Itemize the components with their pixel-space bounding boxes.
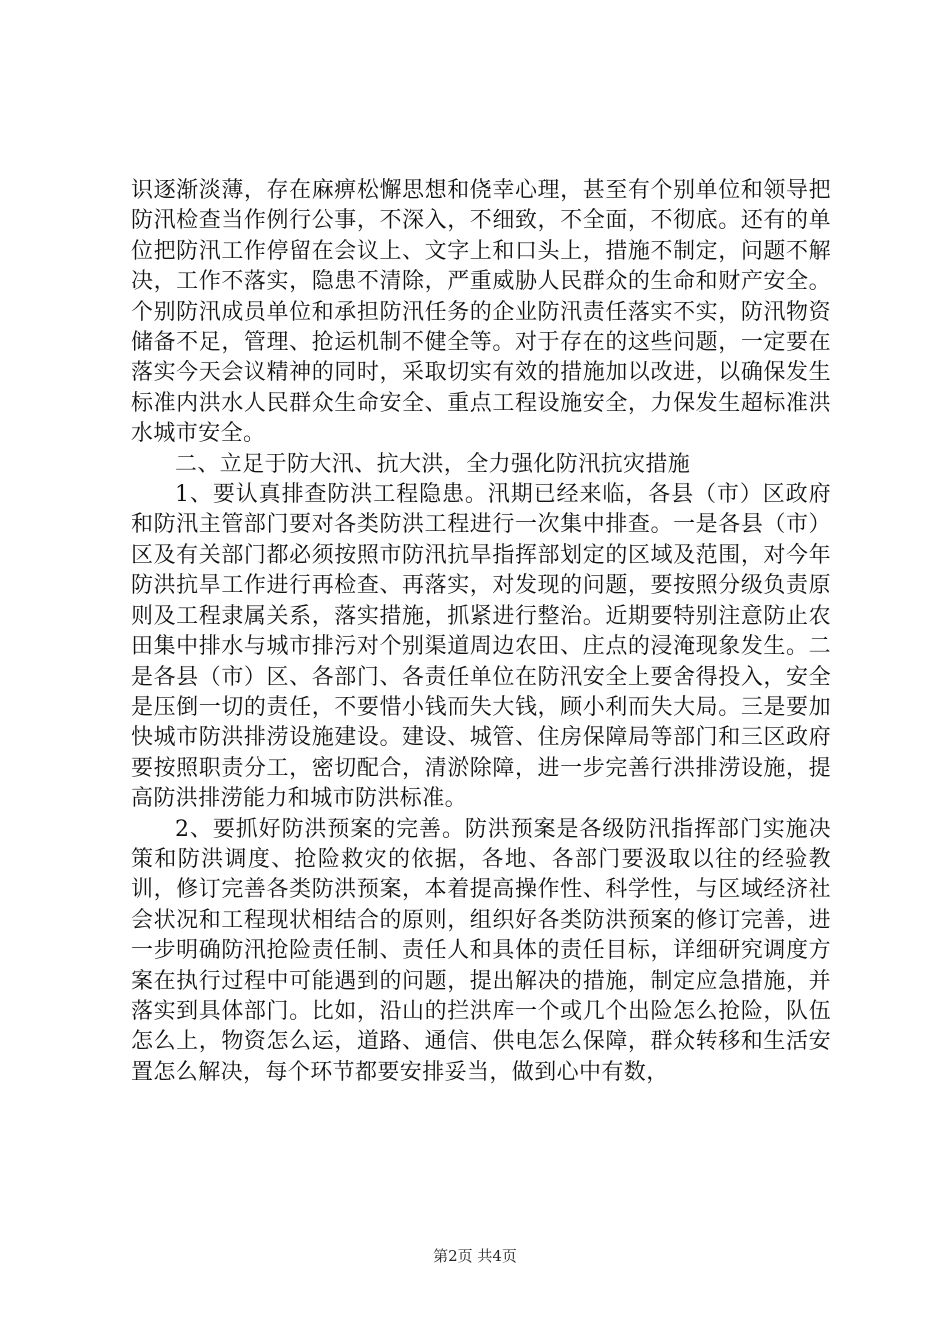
page-indicator: 第2页 共4页 <box>433 1247 517 1265</box>
paragraph-continued: 识逐渐淡薄，存在麻痹松懈思想和侥幸心理，甚至有个别单位和领导把防汛检查当作例行公事，不深入，不细致，不全面，不彻底。还有的单位把防汛工作停留在会议上、文字上和口头上，措施不制定，问题不解决，工作不落实，隐患不清除，严重威胁人民群众的生命和财产安全。个别防汛成员单位和承担防汛任务的企业防汛责任落实不实，防汛物资储备不足，管理、抢运机制不健全等。对于存在的这些问题，一定要在落实今天会议精神的同时，采取切实有效的措施加以改进，以确保发生标准内洪水人民群众生命安全、重点工程设施安全，力保发生超标准洪水城市安全。 <box>131 178 831 447</box>
paragraph-item-2: 2、要抓好防洪预案的完善。防洪预案是各级防汛指挥部门实施决策和防洪调度、抢险救灾的依据，各地、各部门要汲取以往的经验教训，修订完善各类防洪预案，本着提高操作性、科学性，与区域经济社会状况和工程现状相结合的原则，组织好各类防洪预案的修订完善，进一步明确防汛抢险责任制、责任人和具体的责任目标，详细研究调度方案在执行过程中可能遇到的问题，提出解决的措施，制定应急措施，并落实到具体部门。比如，沿山的拦洪库一个或几个出险怎么抢险，队伍怎么上，物资怎么运，道路、通信、供电怎么保障，群众转移和生活安置怎么解决，每个环节都要安排妥当，做到心中有数， <box>131 816 831 1085</box>
document-body <box>131 176 831 1088</box>
paragraph-item-1: 1、要认真排查防洪工程隐患。汛期已经来临，各县（市）区政府和防汛主管部门要对各类防洪工程进行一次集中排查。一是各县（市）区及有关部门都必须按照市防汛抗旱指挥部划定的区域及范围，对今年防洪抗旱工作进行再检查、再落实，对发现的问题，要按照分级负责原则及工程隶属关系，落实措施，抓紧进行整治。近期要特别注意防止农田集中排水与城市排污对个别渠道周边农田、庄点的浸淹现象发生。二是各县（市）区、各部门、各责任单位在防汛安全上要舍得投入，安全是压倒一切的责任，不要惜小钱而失大钱，顾小利而失大局。三是要加快城市防洪排涝设施建设。建设、城管、住房保障局等部门和三区政府要按照职责分工，密切配合，清淤除障，进一步完善行洪排涝设施，提高防洪排涝能力和城市防洪标准。 <box>131 482 831 812</box>
section-heading: 二、立足于防大汛、抗大洪，全力强化防汛抗灾措施 <box>175 451 691 477</box>
page-footer <box>0 1246 950 1266</box>
